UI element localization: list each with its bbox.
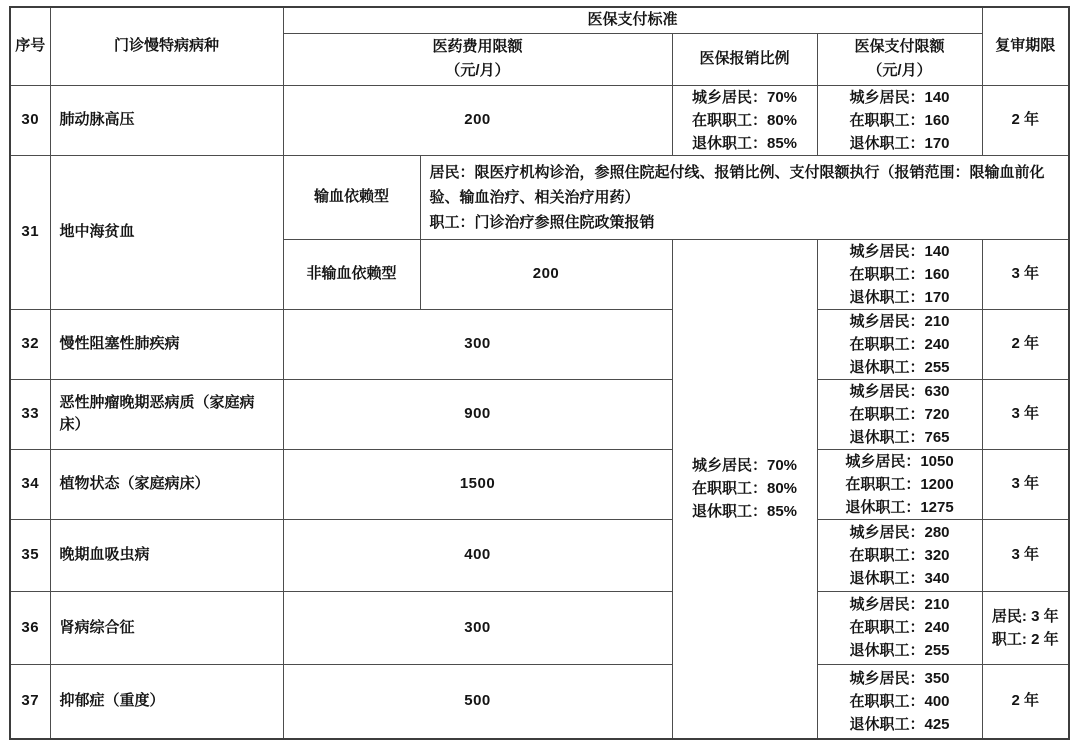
row-37-fee: 500 (283, 664, 672, 739)
row-33-pay (817, 379, 982, 449)
table-row-36 (10, 591, 1069, 664)
header-row-1 (10, 7, 1069, 33)
merged-ratio-cell (672, 239, 817, 739)
row-30-ratio (672, 85, 817, 155)
row-31-pay-retired: 退休职工：170 (849, 288, 950, 306)
row-30-review: 2 年 (982, 85, 1069, 155)
row-33-disease: 恶性肿瘤晚期恶病质（家庭病床） (50, 379, 283, 449)
header-review: 复审期限 (982, 7, 1069, 85)
row-37-review: 2 年 (982, 664, 1069, 739)
row-34-review: 3 年 (982, 449, 1069, 519)
row-35-pay-resident: 城乡居民：280 (849, 523, 950, 541)
row-30-pay-active: 在职职工：160 (849, 111, 950, 129)
row-37-pay-resident: 城乡居民：350 (849, 669, 950, 687)
row-33-pay-retired: 退休职工：765 (849, 428, 950, 446)
header-seq: 序号 (10, 7, 50, 85)
row-31-pay-resident: 城乡居民：140 (849, 242, 950, 260)
row-30-fee: 200 (283, 85, 672, 155)
row-37-pay-retired: 退休职工：425 (849, 715, 950, 733)
row-31-subtype-2: 非输血依赖型 (283, 239, 420, 309)
row-32-fee: 300 (283, 309, 672, 379)
row-32-pay-retired: 退休职工：255 (849, 358, 950, 376)
row-30-disease: 肺动脉高压 (50, 85, 283, 155)
row-36-fee: 300 (283, 591, 672, 664)
row-32-pay-resident: 城乡居民：210 (849, 312, 950, 330)
table-row-34 (10, 449, 1069, 519)
header-standard-group: 医保支付标准 (283, 7, 982, 33)
row-35-review: 3 年 (982, 519, 1069, 591)
header-ratio: 医保报销比例 (672, 33, 817, 85)
header-fee-limit-unit: （元/月） (445, 62, 510, 79)
row-33-pay-resident: 城乡居民：630 (849, 382, 950, 400)
row-31-review: 3 年 (982, 239, 1069, 309)
row-31-policy-note-employees: 职工：门诊治疗参照住院政策报销 (429, 213, 655, 231)
table-row-35 (10, 519, 1069, 591)
row-36-review (982, 591, 1069, 664)
table-row-33 (10, 379, 1069, 449)
row-34-pay-resident: 城乡居民：1050 (845, 452, 954, 470)
merged-ratio-retired: 退休职工：85% (691, 503, 798, 521)
row-35-pay-retired: 退休职工：340 (849, 569, 950, 587)
row-31-disease: 地中海贫血 (50, 155, 283, 309)
row-36-pay (817, 591, 982, 664)
insurance-payment-table (9, 6, 1070, 740)
row-31-policy-note (420, 155, 1069, 239)
row-30-ratio-active: 在职职工：80% (691, 111, 798, 129)
header-pay-limit (817, 33, 982, 85)
row-32-no: 32 (10, 309, 50, 379)
row-30-pay-retired: 退休职工：170 (849, 134, 950, 152)
row-32-disease: 慢性阻塞性肺疾病 (50, 309, 283, 379)
row-34-pay-retired: 退休职工：1275 (845, 498, 954, 516)
row-37-pay (817, 664, 982, 739)
row-35-no: 35 (10, 519, 50, 591)
row-37-no: 37 (10, 664, 50, 739)
row-36-review-resident: 居民: 3 年 (991, 607, 1059, 625)
row-33-pay-active: 在职职工：720 (849, 405, 950, 423)
header-fee-limit (283, 33, 672, 85)
row-35-fee: 400 (283, 519, 672, 591)
row-35-disease: 晚期血吸虫病 (50, 519, 283, 591)
row-30-pay (817, 85, 982, 155)
header-disease: 门诊慢特病病种 (50, 7, 283, 85)
row-34-disease: 植物状态（家庭病床） (50, 449, 283, 519)
row-36-no: 36 (10, 591, 50, 664)
row-31-pay (817, 239, 982, 309)
header-fee-limit-title: 医药费用限额 (432, 38, 523, 55)
row-33-review: 3 年 (982, 379, 1069, 449)
row-34-pay (817, 449, 982, 519)
row-30-ratio-retired: 退休职工：85% (691, 134, 798, 152)
merged-ratio-resident: 城乡居民：70% (691, 457, 798, 475)
row-30-ratio-resident: 城乡居民：70% (691, 88, 798, 106)
row-31-no: 31 (10, 155, 50, 309)
table-row-37 (10, 664, 1069, 739)
table-row-31a (10, 155, 1069, 239)
row-32-review: 2 年 (982, 309, 1069, 379)
header-pay-limit-unit: （元/月） (867, 62, 932, 79)
row-34-no: 34 (10, 449, 50, 519)
row-33-fee: 900 (283, 379, 672, 449)
row-31-policy-note-residents: 居民：限医疗机构诊治，参照住院起付线、报销比例、支付限额执行（报销范围：限输血前化验、输血治疗、相关治疗用药） (429, 163, 1045, 206)
header-pay-limit-title: 医保支付限额 (854, 38, 945, 55)
row-32-pay (817, 309, 982, 379)
row-34-fee: 1500 (283, 449, 672, 519)
row-35-pay (817, 519, 982, 591)
row-35-pay-active: 在职职工：320 (849, 546, 950, 564)
row-31-subtype-1: 输血依赖型 (283, 155, 420, 239)
row-33-no: 33 (10, 379, 50, 449)
row-37-disease: 抑郁症（重度） (50, 664, 283, 739)
row-31-pay-active: 在职职工：160 (849, 265, 950, 283)
row-30-no: 30 (10, 85, 50, 155)
row-36-review-employee: 职工: 2 年 (991, 630, 1059, 648)
row-36-disease: 肾病综合征 (50, 591, 283, 664)
row-36-pay-resident: 城乡居民：210 (849, 596, 950, 613)
row-36-pay-active: 在职职工：240 (849, 619, 950, 636)
table-row-32 (10, 309, 1069, 379)
row-34-pay-active: 在职职工：1200 (845, 475, 954, 493)
row-36-pay-retired: 退休职工：255 (849, 642, 950, 659)
row-30-pay-resident: 城乡居民：140 (849, 88, 950, 106)
table-row-30 (10, 85, 1069, 155)
row-37-pay-active: 在职职工：400 (849, 692, 950, 710)
row-31-fee: 200 (420, 239, 672, 309)
row-32-pay-active: 在职职工：240 (849, 335, 950, 353)
merged-ratio-active: 在职职工：80% (691, 480, 798, 498)
